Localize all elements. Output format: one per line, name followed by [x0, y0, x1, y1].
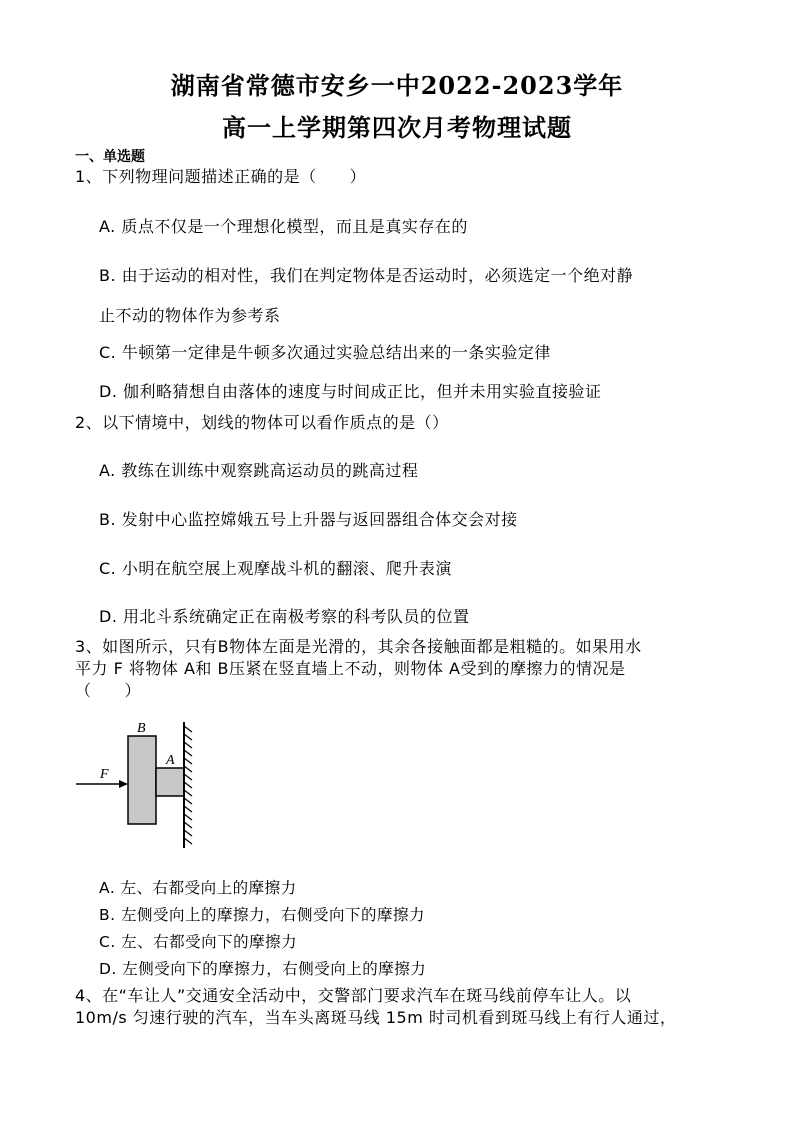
q3-stem-line1: 3、如图所示，只有B物体左面是光滑的，其余各接触面都是粗糙的。如果用水 [75, 637, 642, 656]
q3-option-d: D. 左侧受向下的摩擦力，右侧受向上的摩擦力 [99, 960, 427, 978]
q4-stem-line1: 4、在“车让人”交通安全活动中，交警部门要求汽车在斑马线前停车让人。以 [75, 986, 632, 1005]
exam-title-line1: 湖南省常德市安乡一中2022-2023学年 [170, 71, 624, 100]
q2-option-b: B. 发射中心监控嫦娥五号上升器与返回器组合体交会对接 [99, 510, 518, 529]
q1-option-c: C. 牛顿第一定律是牛顿多次通过实验总结出来的一条实验定律 [99, 343, 551, 362]
q3-stem-line2: 平力 F 将物体 A和 B压紧在竖直墙上不动，则物体 A受到的摩擦力的情况是 [75, 659, 626, 678]
block-b-label: B [137, 721, 146, 736]
q3-option-c: C. 左、右都受向下的摩擦力 [99, 933, 298, 951]
block-b [128, 736, 156, 824]
force-label: F [100, 767, 109, 782]
block-a [156, 768, 184, 796]
q2-stem: 2、以下情境中，划线的物体可以看作质点的是（） [75, 413, 449, 432]
force-arrow-head [119, 780, 128, 788]
q2-option-d: D. 用北斗系统确定正在南极考察的科考队员的位置 [99, 607, 470, 626]
section-heading: 一、单选题 [75, 149, 145, 165]
exam-title-line2: 高一上学期第四次月考物理试题 [222, 113, 572, 142]
q1-option-b-cont: 止不动的物体作为参考系 [99, 306, 281, 325]
q3-stem-line3: （ ） [75, 681, 142, 700]
q3-option-a: A. 左、右都受向上的摩擦力 [99, 879, 297, 897]
q1-option-d: D. 伽利略猜想自由落体的速度与时间成正比，但并未用实验直接验证 [99, 382, 602, 401]
q1-option-b: B. 由于运动的相对性，我们在判定物体是否运动时，必须选定一个绝对静 [99, 266, 634, 285]
block-a-label: A [166, 753, 175, 768]
q1-stem: 1、下列物理问题描述正确的是（ ） [75, 167, 367, 186]
q3-figure-blocks-against-wall [72, 718, 202, 852]
q3-option-b: B. 左侧受向上的摩擦力，右侧受向下的摩擦力 [99, 906, 425, 924]
q4-stem-line2: 10m/s 匀速行驶的汽车，当车头离斑马线 15m 时司机看到斑马线上有行人通过， [75, 1008, 677, 1027]
q2-option-c: C. 小明在航空展上观摩战斗机的翻滚、爬升表演 [99, 559, 452, 578]
q1-option-a: A. 质点不仅是一个理想化模型，而且是真实存在的 [99, 217, 468, 236]
wall-hatching [184, 726, 192, 844]
q2-option-a: A. 教练在训练中观察跳高运动员的跳高过程 [99, 461, 419, 480]
